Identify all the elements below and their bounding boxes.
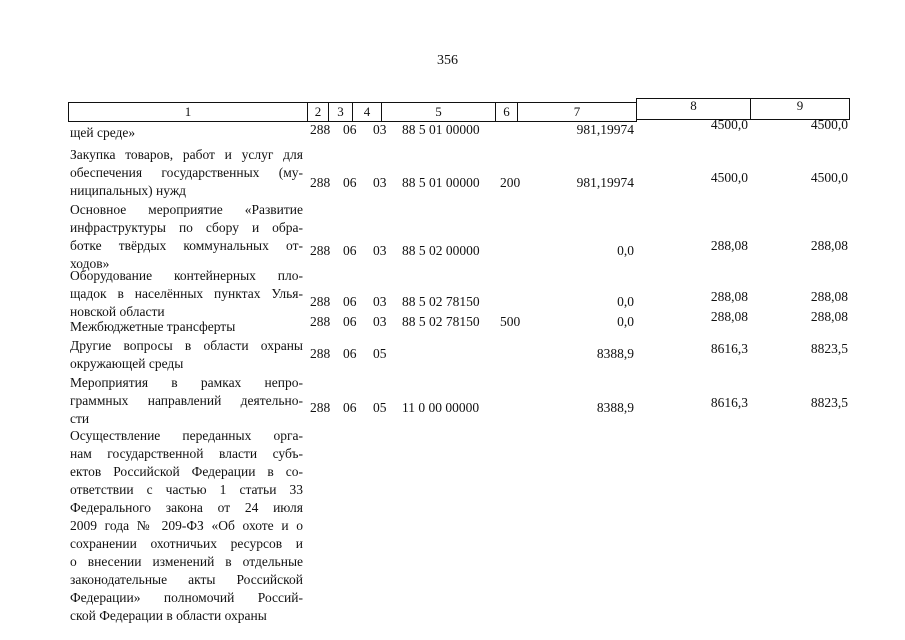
header-col-4: 4 [352,102,382,122]
header-col-2: 2 [307,102,329,122]
description-line: 2009 года № 209-ФЗ «Об охоте и о [70,518,303,533]
cell-col-8: 4500,0 [710,170,748,185]
cell-col-2: 288 [310,294,331,309]
description-line: ниципальных) нужд [70,183,187,198]
description-line: щей среде» [70,125,136,140]
description-line: ходов» [70,256,110,271]
description-line: новской области [70,304,165,319]
description-line: Закупка товаров, работ и услуг для [70,147,303,162]
description-line: обеспечения государственных (му- [70,165,303,180]
cell-col-8: 288,08 [710,289,748,304]
cell-col-5: 11 0 00 00000 [402,400,480,415]
cell-col-8: 8616,3 [710,395,748,410]
cell-col-4: 05 [373,346,387,361]
cell-col-2: 288 [310,346,331,361]
description-line: граммных направлений деятельно- [70,393,303,408]
page-number: 356 [437,53,458,68]
cell-col-5: 88 5 01 00000 [402,175,480,190]
cell-col-3: 06 [343,346,357,361]
cell-col-3: 06 [343,294,357,309]
cell-col-7: 0,0 [617,294,634,309]
cell-col-9: 288,08 [810,238,848,253]
cell-col-2: 288 [310,122,331,137]
cell-col-6: 500 [500,314,521,329]
description-line: Осуществление переданных орга- [70,428,303,443]
cell-col-4: 03 [373,314,387,329]
cell-col-2: 288 [310,243,331,258]
description-line: ской Федерации в области охраны [70,608,267,623]
row-description [70,146,303,200]
row-description [70,337,303,373]
header-col-9: 9 [750,98,850,120]
header-col-5: 5 [381,102,496,122]
description-line: ектов Российской Федерации в со- [70,464,303,479]
cell-col-4: 03 [373,122,387,137]
cell-col-9: 288,08 [810,309,848,324]
cell-col-8: 288,08 [710,238,748,253]
cell-col-6: 200 [500,175,521,190]
description-line: о внесении изменений в отдельные [70,554,303,569]
cell-col-2: 288 [310,175,331,190]
description-line: сти [70,411,90,426]
cell-col-3: 06 [343,243,357,258]
description-line: Федерации» полномочий Россий- [70,590,303,605]
description-line: Основное мероприятие «Развитие [70,202,303,217]
description-line: Федерального закона от 24 июля [70,500,303,515]
description-line: ответствии с частью 1 статьи 33 [70,482,303,497]
description-line: инфраструктуры по сбору и обра- [70,220,303,235]
description-line: Оборудование контейнерных пло- [70,268,303,283]
cell-col-9: 4500,0 [810,170,848,185]
cell-col-5: 88 5 02 78150 [402,314,480,329]
row-description [70,374,303,428]
description-line: Межбюджетные трансферты [70,319,236,334]
cell-col-8: 288,08 [710,309,748,324]
header-col-3: 3 [328,102,353,122]
cell-col-7: 8388,9 [596,346,634,361]
cell-col-4: 03 [373,294,387,309]
header-col-6: 6 [495,102,518,122]
description-line: нам государственной власти субъ- [70,446,303,461]
row-description [70,201,303,273]
header-col-1: 1 [68,102,308,122]
cell-col-7: 981,19974 [576,175,634,190]
description-line: Мероприятия в рамках непро- [70,375,303,390]
description-line: сохранении охотничьих ресурсов и [70,536,303,551]
description-line: законодательные акты Российской [70,572,303,587]
cell-col-2: 288 [310,400,331,415]
cell-col-3: 06 [343,122,357,137]
cell-col-4: 03 [373,243,387,258]
cell-col-7: 981,19974 [576,122,634,137]
row-description [70,124,303,142]
description-line: ботке твёрдых коммунальных от- [70,238,303,253]
cell-col-8: 4500,0 [710,117,748,132]
cell-col-9: 8823,5 [810,395,848,410]
row-description [70,267,303,321]
description-line: окружающей среды [70,356,184,371]
description-line: Другие вопросы в области охраны [70,338,303,353]
cell-col-4: 03 [373,175,387,190]
cell-col-9: 8823,5 [810,341,848,356]
row-description [70,318,303,336]
cell-col-9: 4500,0 [810,117,848,132]
cell-col-4: 05 [373,400,387,415]
cell-col-8: 8616,3 [710,341,748,356]
cell-col-5: 88 5 02 78150 [402,294,480,309]
cell-col-3: 06 [343,400,357,415]
description-line: щадок в населённых пунктах Улья- [70,286,303,301]
cell-col-7: 0,0 [617,243,634,258]
header-col-8: 8 [636,98,751,120]
cell-col-3: 06 [343,175,357,190]
row-description [70,427,303,625]
cell-col-5: 88 5 01 00000 [402,122,480,137]
cell-col-7: 8388,9 [596,400,634,415]
cell-col-7: 0,0 [617,314,634,329]
cell-col-3: 06 [343,314,357,329]
cell-col-5: 88 5 02 00000 [402,243,480,258]
header-col-7: 7 [517,102,637,122]
cell-col-2: 288 [310,314,331,329]
cell-col-9: 288,08 [810,289,848,304]
